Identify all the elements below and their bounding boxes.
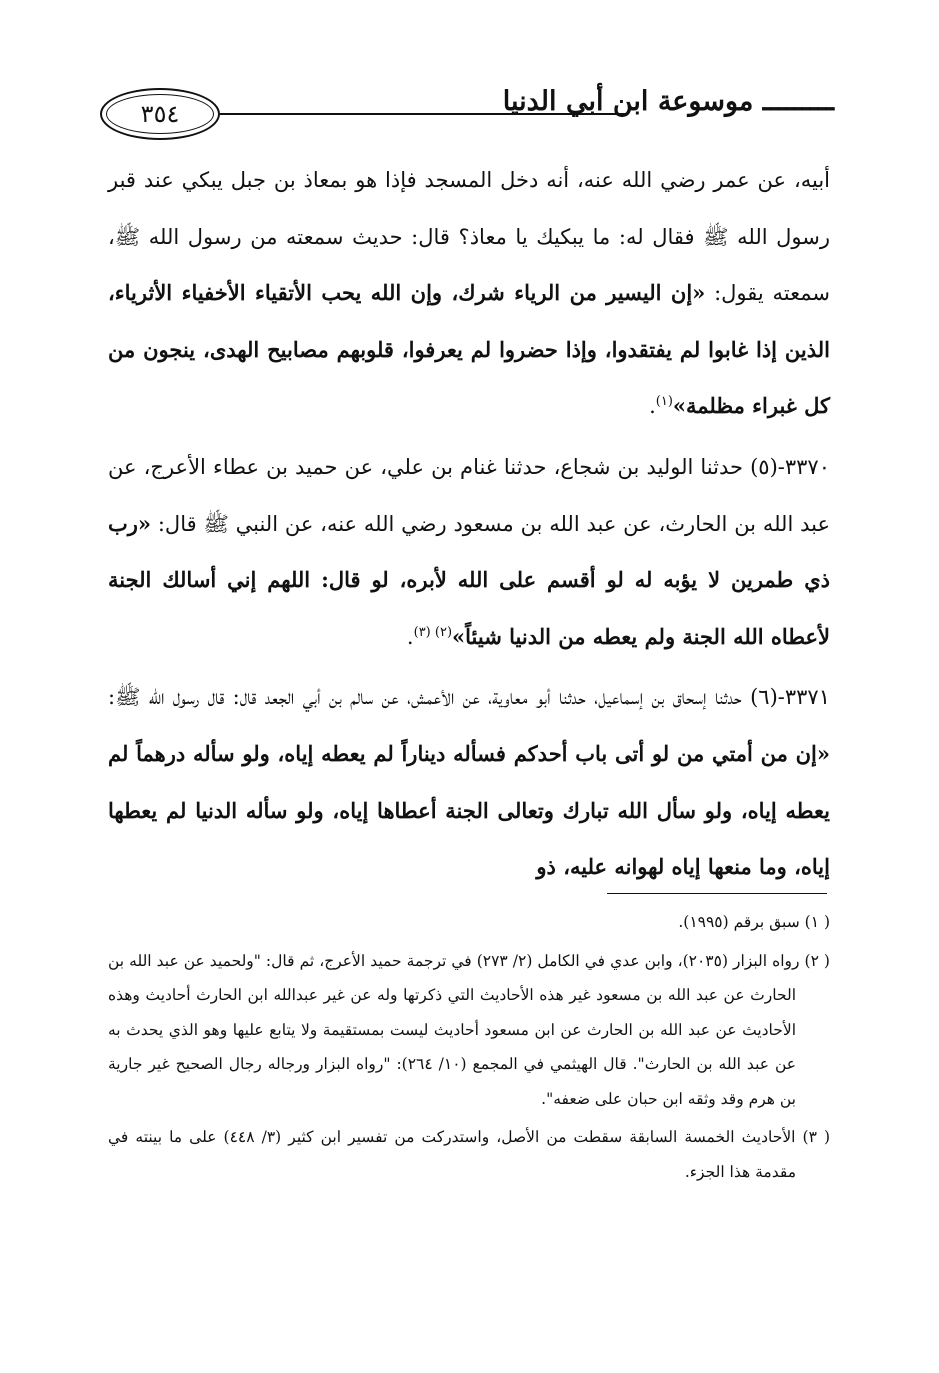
footnote-ref-1: (١) — [655, 394, 673, 410]
paragraph-2-text: ٣٣٧٠-(٥) حدثنا الوليد بن شجاع، حدثنا غنام بن علي، عن حميد بن عطاء الأعرج، عن عبد الله بن الحارث، عن عبد الله بن مسعود رضي الله عنه، عن النبي ﷺ قال: — [108, 454, 830, 536]
footnotes — [108, 905, 830, 1193]
page-number: ٣٥٤ — [100, 88, 220, 140]
paragraph-3 — [108, 669, 830, 895]
footnote-separator — [607, 893, 827, 894]
hadith-quote-3: «إن من أمتي من لو أتى باب أحدكم فسأله ديناراً لم يعطه إياه، ولو سأله درهماً لم يعطه إياه، ولو سأل الله تبارك وتعالى الجنة أعطاها إياه، ولو سأله الدنيا لم يعطها إياه، وما منعها إياه لهوانه عليه، ذو — [108, 740, 830, 880]
paragraph-2 — [108, 439, 830, 665]
page-header — [100, 82, 834, 144]
footnote-ref-2: (٢) (٣) — [413, 624, 453, 640]
paragraph-3-text: ٣٣٧١-(٦) حدثنا إسحاق بن إسماعيل، حدثنا أبو معاوية، عن الأعمش، عن سالم بن أبي الجعد قال: قال رسول الله ﷺ: — [108, 685, 830, 710]
paragraph-1-end: . — [649, 394, 656, 419]
main-text — [108, 152, 830, 896]
paragraph-1 — [108, 152, 830, 435]
footnote-1: ( ١) سبق برقم (١٩٩٥). — [678, 913, 830, 931]
header-rule — [220, 113, 626, 115]
paragraph-2-end: . — [406, 624, 414, 649]
hadith-quote-1: «إن اليسير من الرياء شرك، وإن الله يحب الأتقياء الأخفياء الأثرياء، الذين إذا غابوا لم يفتقدوا، وإذا حضروا لم يعرفوا، قلوبهم مصابيح الهدى، ينجون من كل غبراء مظلمة» — [108, 280, 830, 419]
footnote-2: ( ٢) رواه البزار (٢٠٣٥)، وابن عدي في الكامل (٢/ ٢٧٣) في ترجمة حميد الأعرج، ثم قال: "ولحميد عن عبد الله بن الحارث عن عبد الله بن مسعود غير هذه الأحاديث التي ذكرتها وله عن غير عبدالله ابن الحارث أحاديث وهذه الأحاديث عن عبد الله بن الحارث عن ابن مسعود أحاديث ليست بمستقيمة ولا يتابع عليها وهو الذي يحدث به عن عبد الله بن الحارث". قال الهيثمي في المجمع (١٠/ ٢٦٤): "رواه البزار ورجاله رجال الصحيح غير جارية بن هرم وقد وثقه ابن حبان على ضعفه". — [108, 951, 830, 1108]
book-title: ـــــــــ موسوعة ابن أبي الدنيا — [502, 86, 834, 117]
footnote-3: ( ٣) الأحاديث الخمسة السابقة سقطت من الأصل، واستدركت من تفسير ابن كثير (٣/ ٤٤٨) على ما بينته في مقدمة هذا الجزء. — [108, 1128, 830, 1181]
hadith-quote-2: «رب ذي طمرين لا يؤبه له لو أقسم على الله لأبره، لو قال: اللهم إني أسالك الجنة لأعطاه الله الجنة ولم يعطه من الدنيا شيئاً» — [108, 510, 830, 649]
paragraph-1-text: أبيه، عن عمر رضي الله عنه، أنه دخل المسجد فإذا هو بمعاذ بن جبل يبكي عند قبر رسول الله ﷺ فقال له: ما يبكيك يا معاذ؟ قال: حديث سمعته من رسول الله ﷺ، سمعته يقول: — [108, 168, 831, 306]
